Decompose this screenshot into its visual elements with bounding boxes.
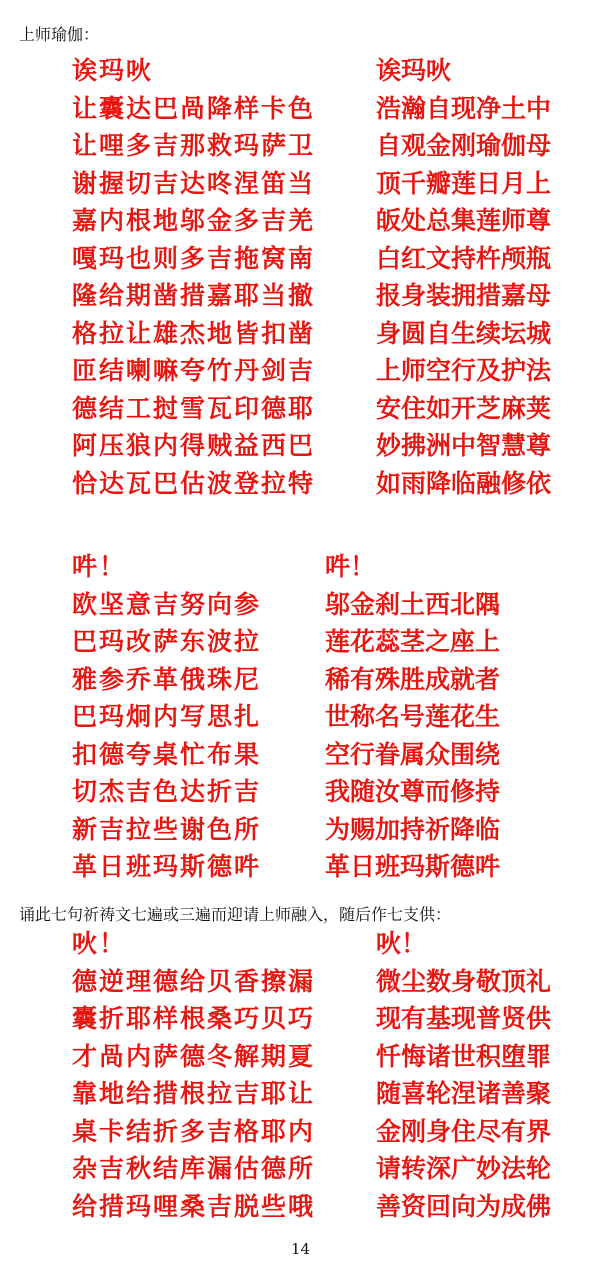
verse-line: 身圆自生续坛城 xyxy=(376,318,552,348)
instruction-note: 诵此七句祈祷文七遍或三遍而迎请上师融入，随后作七支供： xyxy=(19,905,452,924)
verse-line: 诶玛吙 xyxy=(376,56,452,85)
verse-line: 邬金刹土西北隅 xyxy=(325,589,501,619)
section-heading: 上师瑜伽： xyxy=(19,25,100,44)
verse-line: 德逆理德给贝香擦漏 xyxy=(72,966,316,996)
verse-line: 巴玛炯内写思扎 xyxy=(72,702,262,731)
verse-line: 嘉内根地邬金多吉羌 xyxy=(72,206,316,235)
verse-line: 靠地给措根拉吉耶让 xyxy=(72,1079,316,1108)
verse-line: 请转深广妙法轮 xyxy=(376,1154,552,1183)
verse-line: 吽！ xyxy=(325,552,376,581)
verse-line: 革日班玛斯德吽 xyxy=(72,852,262,881)
verse-line: 皈处总集莲师尊 xyxy=(376,206,552,235)
verse-line: 上师空行及护法 xyxy=(376,356,552,385)
verse-line: 杂吉秋结库漏估德所 xyxy=(72,1154,316,1183)
verse-line: 格拉让雄杰地皆扣凿 xyxy=(72,318,316,348)
verse-line: 让囊达巴咼降样卡色 xyxy=(72,93,316,123)
verse-line: 嘎玛也则多吉拖窝南 xyxy=(72,243,316,273)
verse-line: 桌卡结折多吉格耶内 xyxy=(72,1116,316,1146)
verse-line: 才咼内萨德冬解期夏 xyxy=(72,1041,316,1071)
verse-line: 安住如开芝麻荚 xyxy=(376,393,552,423)
verse-line: 莲花蕊茎之座上 xyxy=(325,627,501,656)
verse-line: 让哩多吉那救玛萨卫 xyxy=(72,131,316,160)
verse-line: 浩瀚自现净土中 xyxy=(376,93,552,123)
verse-line: 现有基现普贤供 xyxy=(376,1004,552,1033)
transliteration-column-2 xyxy=(72,548,261,886)
verse-line: 妙拂洲中智慧尊 xyxy=(376,431,552,460)
translation-column-2 xyxy=(325,548,500,886)
transliteration-column-1 xyxy=(72,52,315,502)
verse-line: 吽！ xyxy=(72,552,127,581)
verse-line: 囊折耶样根桑巧贝巧 xyxy=(72,1004,316,1033)
verse-line: 自观金刚瑜伽母 xyxy=(376,131,552,160)
translation-column-1 xyxy=(376,52,551,502)
verse-line: 吙！ xyxy=(72,929,127,958)
verse-line: 如雨降临融修依 xyxy=(376,468,552,498)
verse-line: 金刚身住尽有界 xyxy=(376,1116,552,1146)
verse-line: 革日班玛斯德吽 xyxy=(325,852,501,881)
verse-line: 切杰吉色达折吉 xyxy=(72,777,262,806)
translation-column-3 xyxy=(376,925,551,1225)
verse-line: 稀有殊胜成就者 xyxy=(325,664,501,694)
verse-line: 匝结喇嘛夸竹丹剑吉 xyxy=(72,356,316,385)
verse-line: 诶玛吙 xyxy=(72,56,154,85)
verse-line: 阿压狼内得贼益西巴 xyxy=(72,431,316,460)
page-number: 14 xyxy=(290,1240,311,1258)
verse-line: 微尘数身敬顶礼 xyxy=(376,966,552,996)
verse-line: 顶千瓣莲日月上 xyxy=(376,168,552,198)
transliteration-column-3 xyxy=(72,925,315,1225)
verse-line: 随喜轮涅诸善聚 xyxy=(376,1079,552,1108)
verse-line: 恰达瓦巴估波登拉特 xyxy=(72,468,316,498)
verse-line: 忏悔诸世积堕罪 xyxy=(376,1041,552,1071)
verse-line: 报身装拥措嘉母 xyxy=(376,281,552,310)
verse-line: 扣德夸桌忙布果 xyxy=(72,739,262,769)
verse-line: 雅参乔革俄珠尼 xyxy=(72,664,262,694)
verse-line: 巴玛改萨东波拉 xyxy=(72,627,262,656)
verse-line: 善资回向为成佛 xyxy=(376,1191,552,1221)
verse-line: 吙！ xyxy=(376,929,427,958)
verse-line: 白红文持杵颅瓶 xyxy=(376,243,552,273)
verse-line: 谢握切吉达咚涅笛当 xyxy=(72,168,316,198)
verse-line: 世称名号莲花生 xyxy=(325,702,501,731)
verse-line: 我随汝尊而修持 xyxy=(325,777,501,806)
verse-line: 德结工挝雪瓦印德耶 xyxy=(72,393,316,423)
verse-line: 隆给期凿措嘉耶当撤 xyxy=(72,281,316,310)
verse-line: 欧坚意吉努向参 xyxy=(72,589,262,619)
verse-line: 新吉拉些谢色所 xyxy=(72,814,262,844)
verse-line: 空行眷属众围绕 xyxy=(325,739,501,769)
verse-line: 为赐加持祈降临 xyxy=(325,814,501,844)
verse-line: 给措玛哩桑吉脱些哦 xyxy=(72,1191,316,1221)
